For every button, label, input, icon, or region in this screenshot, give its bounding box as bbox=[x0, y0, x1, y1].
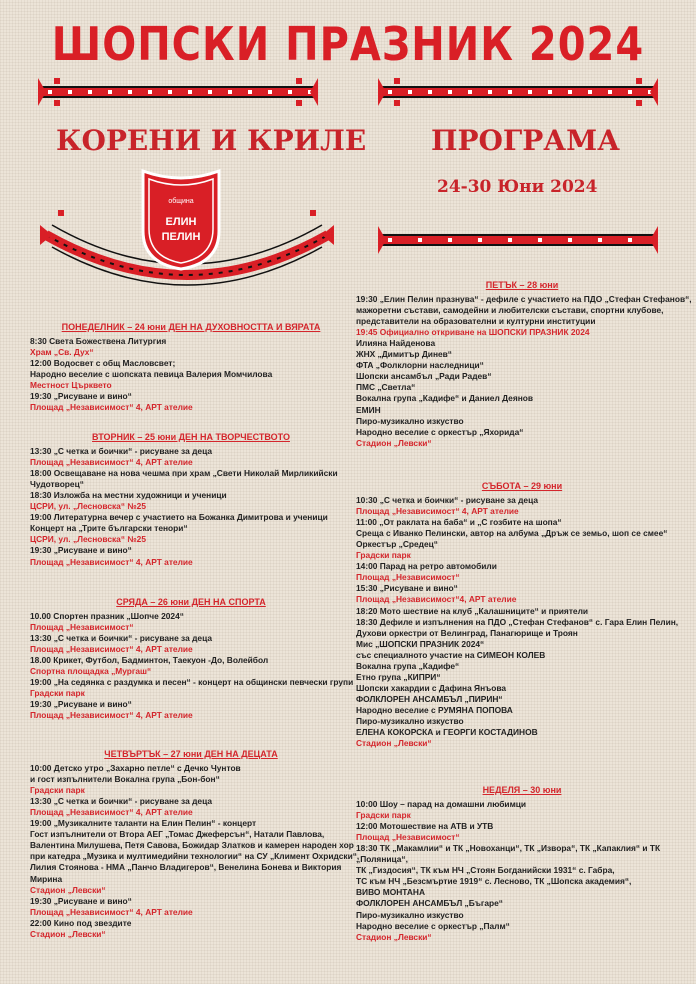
event-item: ВИВО МОНТАНА bbox=[356, 887, 426, 898]
event-item: 18:30 ТК „Макамлии“ и ТК „Новоханци“, ТК „Извора“, ТК „Капаклия“ и ТК bbox=[356, 843, 661, 854]
event-item: 22:00 Кино под звездите bbox=[30, 917, 132, 928]
event-item: Валентина Милушева, Петя Савова, Божидар Златков и камерен народен хор bbox=[30, 840, 354, 851]
event-location: Площад „Независимост“ 4, АРТ ателие bbox=[30, 710, 193, 721]
event-item: ЕМИН bbox=[356, 404, 381, 415]
event-lines bbox=[30, 763, 360, 940]
event-lines bbox=[30, 336, 352, 413]
emblem-line1: ЕЛИН bbox=[165, 216, 197, 228]
event-lines bbox=[356, 495, 688, 749]
event-item: ЖНХ „Димитър Динев“ bbox=[356, 349, 452, 360]
event-item: ФТА „Фолклорни наследници“ bbox=[356, 360, 484, 371]
event-location: Площад „Независимост“ bbox=[30, 622, 134, 633]
event-item: „Поляница“, bbox=[356, 854, 408, 865]
event-item: 18:00 Освещаване на нова чешма при храм „Свети Николай Мирликийски bbox=[30, 468, 338, 479]
event-location: Площад „Независимост“ 4, АРТ ателие bbox=[30, 906, 193, 917]
event-item: 19:00 „Музикалните таланти на Елин Пелин“ - концерт bbox=[30, 818, 257, 829]
event-item: Илияна Найденова bbox=[356, 338, 436, 349]
subtitle-left: КОРЕНИ И КРИЛЕ bbox=[56, 124, 367, 157]
event-item: Народно веселие с шопската певица Валерия Момчилова bbox=[30, 369, 273, 380]
event-item: 18:20 Мото шествие на клуб „Калашниците“ и приятели bbox=[356, 605, 589, 616]
event-item: Шопски ансамбъл „Ради Радев“ bbox=[356, 371, 492, 382]
event-item: 10:30 „С четка и боички“ - рисуване за деца bbox=[356, 495, 538, 506]
embroidery-band-right-middle bbox=[378, 226, 658, 254]
event-item: 18.00 Крикет, Футбол, Бадминтон, Таекуон -До, Волейбол bbox=[30, 655, 269, 666]
event-item: 10:00 Шоу – парад на домашни любимци bbox=[356, 799, 527, 810]
day-thursday bbox=[30, 749, 360, 940]
day-heading: ПЕТЪК – 28 юни bbox=[485, 280, 559, 290]
event-location: Площад „Независимост“ 4, АРТ ателие bbox=[30, 556, 193, 567]
event-location: Храм „Св. Дух“ bbox=[30, 347, 94, 358]
event-item: Вокална група „Кадифе“ и Даниел Деянов bbox=[356, 393, 534, 404]
event-item: Вокална група „Кадифе“ bbox=[356, 660, 460, 671]
event-item: мажоретни състави, самодейни и любителски състави, спортни клубове, bbox=[356, 305, 664, 316]
event-item: 12:00 Мотошествие на АТВ и УТВ bbox=[356, 821, 494, 832]
event-item: ЕЛЕНА КОКОРСКА и ГЕОРГИ КОСТАДИНОВ bbox=[356, 727, 538, 738]
event-item: ТК „Гиздосия“, ТК към НЧ „Стоян Богданийски 1931“ с. Габра, bbox=[356, 865, 615, 876]
event-lines bbox=[356, 799, 688, 943]
event-item: 19:30 „Рисуване и вино“ bbox=[30, 545, 132, 556]
event-item: Народно веселие с оркестър „Яхорида“ bbox=[356, 426, 524, 437]
event-location: ЦСРИ, ул. „Лесновска“ №25 bbox=[30, 534, 147, 545]
event-item: със специалното участие на СИМЕОН КОЛЕВ bbox=[356, 649, 546, 660]
event-item: ТС към НЧ „Безсмъртие 1919“ с. Лесново, ТК „Шопска академия“, bbox=[356, 876, 632, 887]
municipality-emblem bbox=[139, 167, 223, 271]
day-heading: СРЯДА – 26 юни ДЕН НА СПОРТА bbox=[116, 597, 266, 607]
embroidery-band-top-right bbox=[378, 78, 658, 106]
day-heading: ВТОРНИК – 25 юни ДЕН НА ТВОРЧЕСТВОТО bbox=[92, 432, 290, 442]
event-item: 13:30 „С четка и боички“ - рисуване за деца bbox=[30, 446, 212, 457]
event-item: ФОЛКЛОРЕН АНСАМБЪЛ „Бъгаре“ bbox=[356, 898, 503, 909]
event-item: Шопски хакардии с Дафина Янъова bbox=[356, 682, 507, 693]
emblem-line2: ПЕЛИН bbox=[161, 231, 201, 243]
event-item: Народно веселие с оркестър „Палм“ bbox=[356, 920, 510, 931]
event-location: 19:45 Официално откриване на ШОПСКИ ПРАЗНИК 2024 bbox=[356, 327, 590, 338]
event-item: 19:00 Литературна вечер с участието на Божанка Димитрова и ученици bbox=[30, 512, 328, 523]
event-location: Градски парк bbox=[356, 810, 411, 821]
event-location: ЦСРИ, ул. „Лесновска“ №25 bbox=[30, 501, 147, 512]
event-item: 15:30 „Рисуване и вино“ bbox=[356, 583, 458, 594]
event-item: Оркестър „Средец“ bbox=[356, 539, 438, 550]
day-heading: СЪБОТА – 29 юни bbox=[481, 481, 563, 491]
event-item: 19:30 „Елин Пелин празнува“ - дефиле с участието на ПДО „Стефан Стефанов“, bbox=[356, 294, 692, 305]
day-sunday bbox=[356, 785, 688, 943]
event-location: Стадион „Левски“ bbox=[356, 437, 432, 448]
event-item: 19:30 „Рисуване и вино“ bbox=[30, 699, 132, 710]
event-location: Площад „Независимост“ 4, АРТ ателие bbox=[30, 807, 193, 818]
embroidery-band-top-left bbox=[38, 78, 318, 106]
event-item: Народно веселие с РУМЯНА ПОПОВА bbox=[356, 704, 513, 715]
event-item: Пиро-музикално изкуство bbox=[356, 415, 464, 426]
event-item: Чудотворец“ bbox=[30, 479, 84, 490]
event-item: 12:00 Водосвет с общ Масловсвет; bbox=[30, 358, 176, 369]
event-lines bbox=[30, 611, 352, 721]
event-item: Гост изпълнители от Втора АЕГ „Томас Джеферсън“, Натали Павлова, bbox=[30, 829, 325, 840]
event-lines bbox=[30, 446, 352, 568]
event-item: при катедра „Музика и мултимедийни технологии“ на СУ „Климент Охридски“, bbox=[30, 851, 360, 862]
event-item: 19:30 „Рисуване и вино“ bbox=[30, 895, 132, 906]
day-wednesday bbox=[30, 597, 352, 722]
event-item: ПМС „Светла“ bbox=[356, 382, 416, 393]
event-item: представители на образователни и културни институции bbox=[356, 316, 596, 327]
event-location: Градски парк bbox=[356, 550, 411, 561]
event-item: Духови оркестри от Велинград, Панагюрище и Троян bbox=[356, 627, 578, 638]
subtitle-right: ПРОГРАМА bbox=[431, 124, 620, 157]
event-item: Концерт на „Трите български тенори“ bbox=[30, 523, 188, 534]
event-location: Площад „Независимост“ 4, АРТ ателие bbox=[356, 506, 519, 517]
event-item: 19:30 „Рисуване и вино“ bbox=[30, 391, 132, 402]
event-item: 10.00 Спортен празник „Шопче 2024“ bbox=[30, 611, 184, 622]
event-item: Пиро-музикално изкуство bbox=[356, 909, 464, 920]
day-tuesday bbox=[30, 432, 352, 568]
event-location: Площад „Независимост“ bbox=[356, 572, 460, 583]
event-location: Стадион „Левски“ bbox=[356, 738, 432, 749]
event-location: Стадион „Левски“ bbox=[30, 884, 106, 895]
day-monday bbox=[30, 322, 352, 413]
event-item: 19:00 „На седянка с раздумка и песен“ - концерт на общински певчески групи bbox=[30, 677, 354, 688]
day-heading: НЕДЕЛЯ – 30 юни bbox=[482, 785, 562, 795]
event-location: Градски парк bbox=[30, 785, 85, 796]
event-item: Среща с Иванко Пелински, автор на албума „Дръж се земьо, шоп се смее“ bbox=[356, 528, 668, 539]
event-item: 10:00 Детско утро „Захарно петле“ с Дечко Чунтов bbox=[30, 763, 241, 774]
day-heading: ПОНЕДЕЛНИК – 24 юни ДЕН НА ДУХОВНОСТТА И ВЯРАТА bbox=[61, 322, 321, 332]
event-location: Стадион „Левски“ bbox=[30, 928, 106, 939]
event-item: ФОЛКЛОРЕН АНСАМБЪЛ „ПИРИН“ bbox=[356, 693, 503, 704]
event-location: Стадион „Левски“ bbox=[356, 931, 432, 942]
event-item: 11:00 „От раклата на баба“ и „С гозбите на шопа“ bbox=[356, 517, 562, 528]
event-location: Площад „Независимост“ 4, АРТ ателие bbox=[30, 644, 193, 655]
event-location: Местност Църквето bbox=[30, 380, 112, 391]
event-item: 8:30 Света Божествена Литургия bbox=[30, 336, 167, 347]
event-item: Мис „ШОПСКИ ПРАЗНИК 2024“ bbox=[356, 638, 485, 649]
event-location: Площад „Независимост“ bbox=[356, 832, 460, 843]
event-item: Мирина bbox=[30, 873, 63, 884]
event-item: и гост изпълнители Вокална група „Бон-бон“ bbox=[30, 774, 220, 785]
event-location: Площад „Независимост“4, АРТ ателие bbox=[356, 594, 517, 605]
page-title: ШОПСКИ ПРАЗНИК 2024 bbox=[51, 18, 645, 72]
event-item: 13:30 „С четка и боички“ - рисуване за деца bbox=[30, 633, 212, 644]
emblem-top-text: община bbox=[168, 198, 194, 205]
event-item: 14:00 Парад на ретро автомобили bbox=[356, 561, 497, 572]
event-item: 13:30 „С четка и боички“ - рисуване за деца bbox=[30, 796, 212, 807]
event-item: Лилия Стоянова - НМА „Панчо Владигеров“, Венелина Бонева и Виктория bbox=[30, 862, 342, 873]
day-saturday bbox=[356, 481, 688, 749]
event-item: 18:30 Дефиле и изпълнения на ПДО „Стефан Стефанов“ с. Гара Елин Пелин, bbox=[356, 616, 679, 627]
day-friday bbox=[356, 280, 692, 449]
event-dates: 24-30 Юни 2024 bbox=[437, 177, 598, 197]
event-lines bbox=[356, 294, 692, 449]
event-item: 18:30 Изложба на местни художници и ученици bbox=[30, 490, 227, 501]
event-location: Градски парк bbox=[30, 688, 85, 699]
event-location: Спортна площадка „Мургаш“ bbox=[30, 666, 152, 677]
event-location: Площад „Независимост“ 4, АРТ ателие bbox=[30, 457, 193, 468]
event-item: Пиро-музикално изкуство bbox=[356, 715, 464, 726]
day-heading: ЧЕТВЪРТЪК – 27 юни ДЕН НА ДЕЦАТА bbox=[104, 749, 278, 759]
event-location: Площад „Независимост“ 4, АРТ ателие bbox=[30, 402, 193, 413]
event-item: Етно група „КИПРИ“ bbox=[356, 671, 441, 682]
